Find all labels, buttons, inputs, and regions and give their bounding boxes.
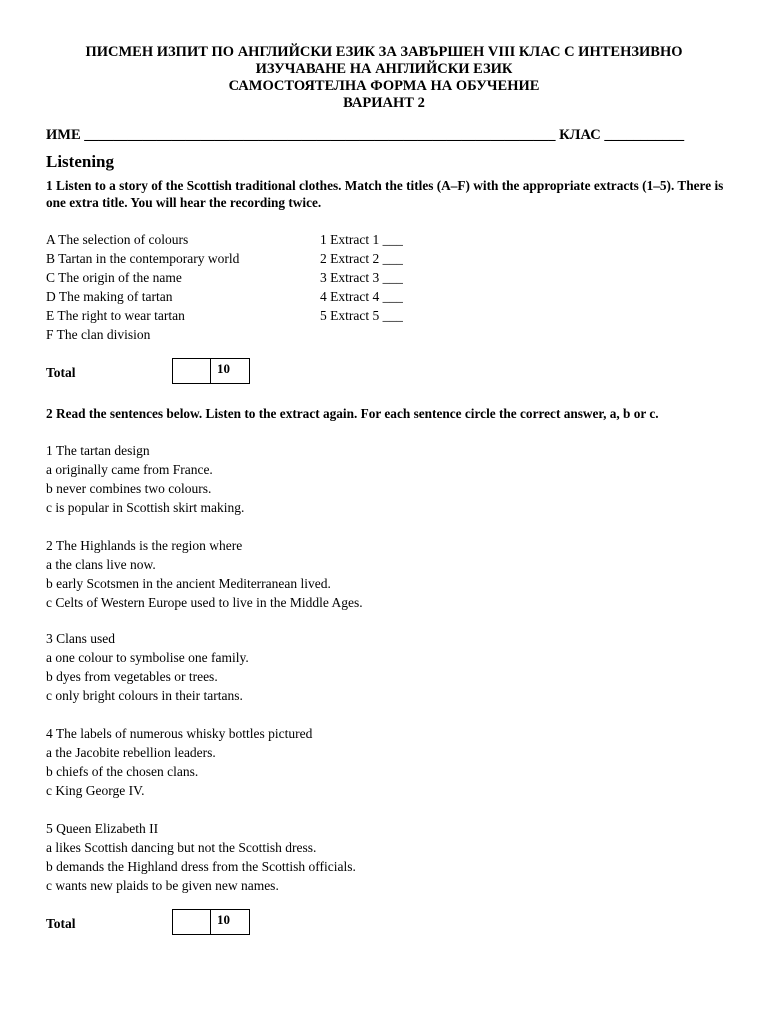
task2-total-label: Total: [46, 916, 76, 931]
class-field[interactable]: ___________: [604, 127, 685, 143]
answer-option-a[interactable]: a the Jacobite rebellion leaders.: [46, 745, 216, 760]
answer-option-b[interactable]: b dyes from vegetables or trees.: [46, 669, 218, 684]
task1-total-label: Total: [46, 365, 76, 380]
extract-answer-line[interactable]: 1 Extract 1 ___: [320, 232, 403, 247]
name-label: ИМЕ: [46, 127, 81, 143]
title-option: F The clan division: [46, 327, 151, 342]
exam-variant: ВАРИАНТ 2: [343, 95, 425, 111]
answer-option-a[interactable]: a the clans live now.: [46, 557, 156, 572]
task2-score-box: [172, 909, 250, 935]
class-label: КЛАС: [559, 127, 601, 143]
title-option: A The selection of colours: [46, 232, 189, 247]
question-3: [46, 629, 249, 705]
name-field[interactable]: _________________________________________________________________: [84, 127, 556, 143]
answer-option-a[interactable]: a likes Scottish dancing but not the Scottish dress.: [46, 840, 317, 855]
answer-option-c[interactable]: c wants new plaids to be given new names.: [46, 878, 279, 893]
task2-max-score: 10: [217, 912, 230, 927]
exam-title-line-2: ИЗУЧАВАНЕ НА АНГЛИЙСКИ ЕЗИК: [255, 61, 513, 77]
title-option: E The right to wear tartan: [46, 308, 185, 323]
task1-titles-list: [46, 230, 239, 344]
answer-option-b[interactable]: b early Scotsmen in the ancient Mediterranean lived.: [46, 576, 331, 591]
answer-option-b[interactable]: b chiefs of the chosen clans.: [46, 764, 199, 779]
task1-score-field[interactable]: [173, 359, 211, 383]
exam-form-line: САМОСТОЯТЕЛНА ФОРМА НА ОБУЧЕНИЕ: [228, 78, 540, 94]
title-option: C The origin of the name: [46, 270, 182, 285]
section-title: Listening: [46, 152, 115, 171]
question-stem: 1 The tartan design: [46, 443, 150, 458]
question-5: [46, 819, 356, 895]
answer-option-c[interactable]: c only bright colours in their tartans.: [46, 688, 243, 703]
question-2: [46, 536, 363, 612]
question-stem: 2 The Highlands is the region where: [46, 538, 243, 553]
exam-title-line-1: ПИСМЕН ИЗПИТ ПО АНГЛИЙСКИ ЕЗИК ЗА ЗАВЪРШЕН VIII КЛАС С ИНТЕНЗИВНО: [85, 44, 683, 60]
answer-option-b[interactable]: b never combines two colours.: [46, 481, 212, 496]
question-stem: 3 Clans used: [46, 631, 115, 646]
title-option: B Tartan in the contemporary world: [46, 251, 240, 266]
answer-option-c[interactable]: c Celts of Western Europe used to live in the Middle Ages.: [46, 595, 363, 610]
question-stem: 5 Queen Elizabeth II: [46, 821, 159, 836]
title-option: D The making of tartan: [46, 289, 173, 304]
task1-max-score: 10: [217, 361, 230, 376]
extract-answer-line[interactable]: 3 Extract 3 ___: [320, 270, 403, 285]
task1-instruction: 1 Listen to a story of the Scottish traditional clothes. Match the titles (A–F) with the appropriate extracts (1–5). There is one extra title. You will hear the recording twice.: [46, 178, 724, 210]
question-4: [46, 724, 312, 800]
student-info-line: [46, 127, 684, 144]
question-1: [46, 441, 244, 517]
question-stem: 4 The labels of numerous whisky bottles pictured: [46, 726, 313, 741]
task2-instruction: 2 Read the sentences below. Listen to the extract again. For each sentence circle the correct answer, a, b or c.: [46, 406, 659, 421]
extract-answer-line[interactable]: 4 Extract 4 ___: [320, 289, 403, 304]
task1-score-box: [172, 358, 250, 384]
extract-answer-line[interactable]: 5 Extract 5 ___: [320, 308, 403, 323]
task2-score-field[interactable]: [173, 910, 211, 934]
answer-option-b[interactable]: b demands the Highland dress from the Scottish officials.: [46, 859, 356, 874]
answer-option-c[interactable]: c is popular in Scottish skirt making.: [46, 500, 245, 515]
answer-option-a[interactable]: a one colour to symbolise one family.: [46, 650, 249, 665]
task1-extracts-list: [320, 230, 403, 325]
answer-option-c[interactable]: c King George IV.: [46, 783, 145, 798]
answer-option-a[interactable]: a originally came from France.: [46, 462, 213, 477]
extract-answer-line[interactable]: 2 Extract 2 ___: [320, 251, 403, 266]
